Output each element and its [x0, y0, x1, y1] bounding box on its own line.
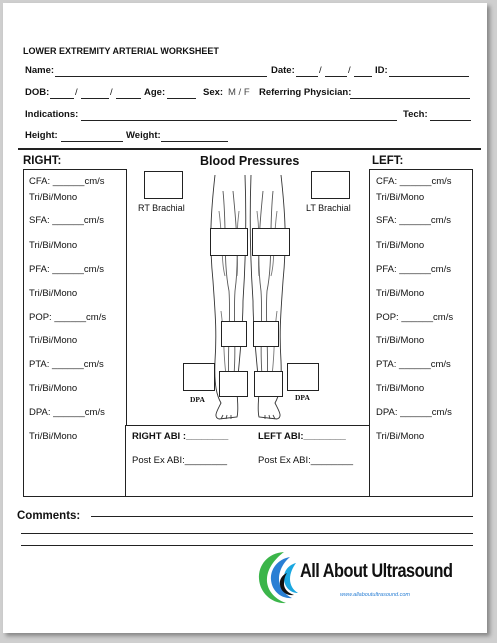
left-sfa-phasic[interactable]: Tri/Bi/Mono [376, 240, 425, 251]
left-pop-phasic[interactable]: Tri/Bi/Mono [376, 335, 425, 346]
brand-name: All About Ultrasound [300, 561, 453, 582]
right-cfa[interactable]: CFA: ______cm/s [29, 176, 105, 187]
date-year-field[interactable] [354, 76, 372, 77]
dpa-label-right-foot: DPA [190, 395, 205, 404]
comments-line-2[interactable] [21, 533, 473, 534]
left-section-title: LEFT: [372, 155, 404, 167]
dpa-label-left-foot: DPA [295, 393, 310, 402]
right-dpa-phasic[interactable]: Tri/Bi/Mono [29, 431, 78, 442]
left-pta-phasic[interactable]: Tri/Bi/Mono [376, 383, 425, 394]
left-sfa[interactable]: SFA: ______cm/s [376, 215, 451, 226]
rt-dpa-pressure-box[interactable] [183, 363, 215, 391]
date-separator: / [319, 65, 322, 76]
left-post-ex-abi-field[interactable]: Post Ex ABI:________ [258, 455, 354, 466]
height-label: Height: [25, 130, 58, 141]
sex-label: Sex: [203, 87, 224, 98]
referring-physician-label: Referring Physician: [259, 87, 352, 98]
name-label: Name: [25, 65, 55, 76]
right-abi-field[interactable]: RIGHT ABI :________ [132, 431, 229, 442]
rt-thigh-pressure-box[interactable] [210, 228, 248, 256]
name-field[interactable] [55, 76, 267, 77]
date-day-field[interactable] [325, 76, 347, 77]
left-pfa-phasic[interactable]: Tri/Bi/Mono [376, 288, 425, 299]
date-month-field[interactable] [296, 76, 318, 77]
age-label: Age: [144, 87, 166, 98]
dob-year-field[interactable] [116, 98, 141, 99]
referring-physician-field[interactable] [350, 98, 470, 99]
right-pfa[interactable]: PFA: ______cm/s [29, 264, 104, 275]
right-post-ex-abi-field[interactable]: Post Ex ABI:________ [132, 455, 228, 466]
lt-ankle-pressure-box[interactable] [254, 371, 283, 397]
left-abi-field[interactable]: LEFT ABI:________ [258, 431, 346, 442]
right-pta-phasic[interactable]: Tri/Bi/Mono [29, 383, 78, 394]
worksheet-title: LOWER EXTREMITY ARTERIAL WORKSHEET [23, 46, 219, 56]
comments-line-1[interactable] [91, 516, 473, 517]
right-pop[interactable]: POP: ______cm/s [29, 312, 107, 323]
indications-field[interactable] [81, 120, 397, 121]
comments-line-3[interactable] [21, 545, 473, 546]
rt-brachial-box[interactable] [144, 171, 183, 199]
brand-url[interactable]: www.allaboutultrasound.com [340, 592, 411, 598]
dob-label: DOB: [25, 87, 50, 98]
right-pfa-phasic[interactable]: Tri/Bi/Mono [29, 288, 78, 299]
left-dpa[interactable]: DPA: ______cm/s [376, 407, 452, 418]
weight-label: Weight: [126, 130, 161, 141]
indications-label: Indications: [25, 109, 79, 120]
lt-calf-pressure-box[interactable] [253, 321, 279, 347]
right-cfa-phasic[interactable]: Tri/Bi/Mono [29, 192, 78, 203]
right-section-title: RIGHT: [23, 155, 62, 167]
rt-calf-pressure-box[interactable] [221, 321, 247, 347]
date-separator: / [348, 65, 351, 76]
id-label: ID: [375, 65, 388, 76]
dob-month-field[interactable] [50, 98, 74, 99]
rt-ankle-pressure-box[interactable] [219, 371, 248, 397]
section-divider [18, 148, 481, 150]
right-sfa[interactable]: SFA: ______cm/s [29, 215, 104, 226]
dob-separator: / [110, 87, 113, 98]
left-cfa-phasic[interactable]: Tri/Bi/Mono [376, 192, 425, 203]
lt-brachial-box[interactable] [311, 171, 350, 199]
left-pta[interactable]: PTA: ______cm/s [376, 359, 451, 370]
right-pop-phasic[interactable]: Tri/Bi/Mono [29, 335, 78, 346]
date-label: Date: [271, 65, 295, 76]
height-field[interactable] [61, 141, 123, 142]
rt-brachial-label: RT Brachial [138, 203, 185, 213]
left-pfa[interactable]: PFA: ______cm/s [376, 264, 451, 275]
lt-thigh-pressure-box[interactable] [252, 228, 290, 256]
left-pop[interactable]: POP: ______cm/s [376, 312, 454, 323]
left-cfa[interactable]: CFA: ______cm/s [376, 176, 452, 187]
comments-label: Comments: [17, 510, 81, 522]
left-dpa-phasic[interactable]: Tri/Bi/Mono [376, 431, 425, 442]
worksheet-page [3, 3, 487, 633]
right-sfa-phasic[interactable]: Tri/Bi/Mono [29, 240, 78, 251]
blood-pressures-title: Blood Pressures [200, 154, 300, 168]
tech-field[interactable] [430, 120, 471, 121]
right-pta[interactable]: PTA: ______cm/s [29, 359, 104, 370]
tech-label: Tech: [403, 109, 428, 120]
lt-brachial-label: LT Brachial [306, 203, 351, 213]
age-field[interactable] [167, 98, 196, 99]
sex-options[interactable]: M / F [228, 87, 250, 98]
right-dpa[interactable]: DPA: ______cm/s [29, 407, 105, 418]
dob-day-field[interactable] [81, 98, 109, 99]
lt-dpa-pressure-box[interactable] [287, 363, 319, 391]
dob-separator: / [75, 87, 78, 98]
weight-field[interactable] [161, 141, 228, 142]
id-field[interactable] [389, 76, 469, 77]
